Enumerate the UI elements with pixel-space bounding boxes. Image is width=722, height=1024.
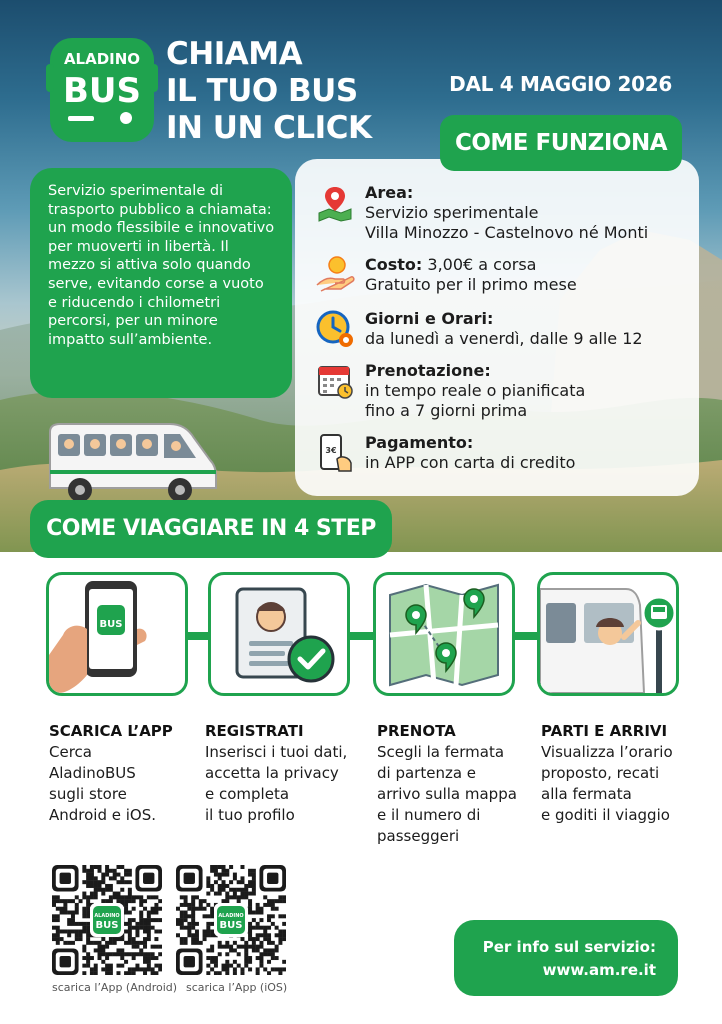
how-it-works-card [295, 159, 699, 496]
qr-logo-text-top: ALADINO [218, 913, 244, 919]
step-4-desc [541, 742, 673, 826]
qr-logo-text-bottom: BUS [219, 920, 243, 931]
steps-title: COME VIAGGIARE IN 4 STEP [30, 500, 392, 558]
step-desc-line: AladinoBUS [49, 764, 136, 782]
info-value: Villa Minozzo - Castelnovo né Monti [365, 223, 649, 242]
qr-logo-text-top: ALADINO [94, 913, 120, 919]
step-3-title: PRENOTA [377, 722, 456, 740]
map-pin-icon [315, 183, 355, 223]
step-desc-line: accetta la privacy [205, 764, 339, 782]
qr-caption-android: scarica l’App (Android) [52, 981, 178, 994]
info-hours-text [365, 309, 643, 349]
step-desc-line: alla fermata [541, 785, 632, 803]
how-it-works-title: COME FUNZIONA [440, 115, 682, 171]
headline-line: IN UN CLICK [166, 110, 372, 146]
step-1-title: SCARICA L’APP [49, 722, 173, 740]
step-desc-line: Scegli la fermata [377, 743, 505, 761]
step-desc-line: e goditi il viaggio [541, 806, 670, 824]
info-label-text: Per info sul servizio: [482, 938, 656, 956]
qr-code-android[interactable] [52, 865, 162, 975]
profile-check-icon [211, 575, 347, 693]
info-label: Prenotazione: [365, 361, 491, 380]
headline-line: CHIAMA [166, 36, 303, 72]
step-desc-line: sugli store [49, 785, 127, 803]
step-2-desc [205, 742, 347, 826]
headline-line: IL TUO BUS [166, 73, 358, 109]
step-desc-line: il tuo profilo [205, 806, 295, 824]
step-desc-line: e completa [205, 785, 290, 803]
qr-code-graphic [176, 865, 286, 975]
phone-app-icon [49, 575, 185, 693]
step-desc-line: Cerca [49, 743, 92, 761]
step-desc-line: di partenza e [377, 764, 477, 782]
step-1-desc [49, 742, 156, 826]
qr-caption-ios: scarica l’App (iOS) [186, 981, 288, 994]
info-box [454, 920, 678, 996]
step-desc-line: Visualizza l’orario [541, 743, 673, 761]
info-booking-text [365, 361, 585, 421]
qr-code-ios[interactable] [176, 865, 286, 975]
map-route-icon [376, 575, 512, 693]
aladinobus-logo [46, 30, 158, 150]
qr-code-graphic [52, 865, 162, 975]
bus-stop-icon [540, 575, 676, 693]
step-2-illustration [208, 572, 350, 696]
info-label: Area: [365, 183, 414, 202]
minibus-illustration [40, 418, 220, 508]
info-label: Giorni e Orari: [365, 309, 494, 328]
info-url-link[interactable]: www.am.re.it [542, 961, 656, 979]
step-1-illustration [46, 572, 188, 696]
coin-hand-icon [315, 255, 355, 295]
info-payment-text [365, 433, 575, 473]
clock-icon [315, 309, 355, 349]
start-date: DAL 4 MAGGIO 2026 [449, 72, 672, 96]
headline [166, 36, 372, 147]
step-2-title: REGISTRATI [205, 722, 304, 740]
qr-logo-text-bottom: BUS [95, 920, 119, 931]
step-desc-line: proposto, recati [541, 764, 660, 782]
step-3-desc [377, 742, 517, 847]
info-value: Gratuito per il primo mese [365, 275, 577, 294]
info-value: fino a 7 giorni prima [365, 401, 528, 420]
step-4-illustration [537, 572, 679, 696]
info-value: in APP con carta di credito [365, 453, 576, 472]
logo-text-bottom: BUS [62, 71, 142, 111]
step-desc-line: passeggeri [377, 827, 460, 845]
step-3-illustration [373, 572, 515, 696]
info-label: Pagamento: [365, 433, 474, 452]
step-desc-line: arrivo sulla mappa [377, 785, 517, 803]
calendar-icon [315, 361, 355, 401]
step-connector [349, 632, 375, 640]
step-desc-line: e il numero di [377, 806, 481, 824]
info-area-text [365, 183, 648, 243]
step-desc-line: Android e iOS. [49, 806, 157, 824]
intro-text: Servizio sperimentale di trasporto pubblico a chiamata: un modo flessibile e innovativo per muoverti in libertà. Il mezzo si attiva solo quando serve, evitando corse a vuoto e riducendo i chilometri percorsi, per un minore impatto sull’ambiente. [30, 168, 292, 398]
info-value: Servizio sperimentale [365, 203, 539, 222]
svg-text:3€: 3€ [325, 446, 337, 455]
step-desc-line: Inserisci i tuoi dati, [205, 743, 348, 761]
step-4-title: PARTI E ARRIVI [541, 722, 668, 740]
phone-pay-icon [315, 433, 355, 473]
info-label: Costo: [365, 255, 423, 274]
info-cost-text [365, 255, 577, 295]
svg-text:BUS: BUS [99, 619, 123, 630]
info-value: in tempo reale o pianificata [365, 381, 586, 400]
info-value: da lunedì a venerdì, dalle 9 alle 12 [365, 329, 643, 348]
info-value: 3,00€ a corsa [427, 255, 537, 274]
step-connector [186, 632, 210, 640]
logo-text-top: ALADINO [63, 50, 141, 68]
